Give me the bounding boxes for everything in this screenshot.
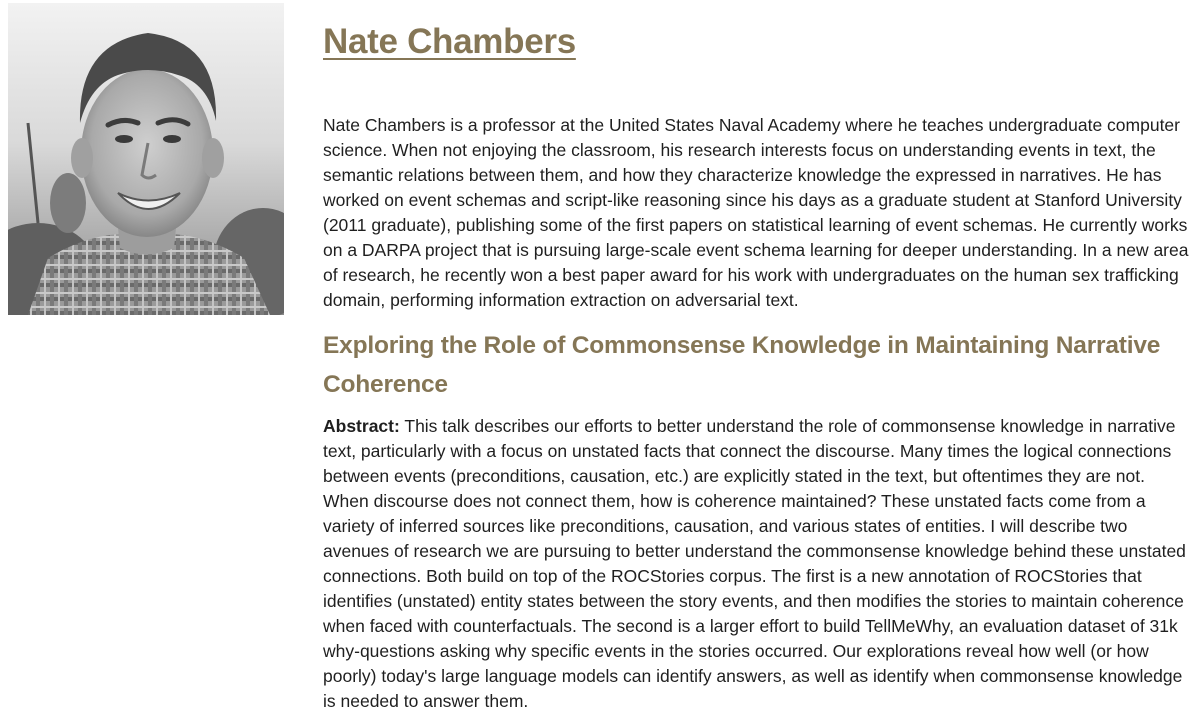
- talk-abstract: [323, 414, 1193, 714]
- speaker-photo: [8, 3, 284, 315]
- speaker-name-link[interactable]: Nate Chambers: [323, 22, 576, 61]
- abstract-text: This talk describes our efforts to better understand the role of commonsense knowledge in narrative text, particularly with a focus on unstated facts that connect the discourse. Many times the logical connections between events (preconditions, causation, etc.) are explicitly stated in the text, but oftentimes they are not. When discourse does not connect them, how is coherence maintained? These unstated facts come from a variety of inferred sources like preconditions, causation, and various states of entities. I will describe two avenues of research we are pursuing to better understand the commonsense knowledge behind these unstated connections. Both build on top of the ROCStories corpus. The first is a new annotation of ROCStories that identifies (unstated) entity states between the story events, and then modifies the stories to maintain coherence when faced with counterfactuals. The second is a larger effort to build TellMeWhy, an evaluation dataset of 31k why-questions asking why specific events in the stories occurred. Our explorations reveal how well (or how poorly) today's large language models can identify answers, as well as identify when commonsense knowledge is needed to answer them.: [323, 416, 1186, 711]
- abstract-label: Abstract:: [323, 416, 400, 436]
- talk-title: Exploring the Role of Commonsense Knowledge in Maintaining Narrative Coherence: [323, 332, 1161, 398]
- speaker-portrait-image: [8, 3, 284, 315]
- speaker-bio: Nate Chambers is a professor at the United States Naval Academy where he teaches undergraduate computer science. When not enjoying the classroom, his research interests focus on understanding events in text, the semantic relations between them, and how they characterize knowledge the expressed in narratives. He has worked on event schemas and script-like reasoning since his days as a graduate student at Stanford University (2011 graduate), publishing some of the first papers on statistical learning of event schemas. He currently works on a DARPA project that is pursuing large-scale event schema learning for deeper understanding. In a new area of research, he recently won a best paper award for his work with undergraduates on the human sex trafficking domain, performing information extraction on adversarial text.: [323, 115, 1189, 310]
- speaker-name-heading: [323, 18, 1193, 66]
- speaker-content: [323, 18, 1193, 714]
